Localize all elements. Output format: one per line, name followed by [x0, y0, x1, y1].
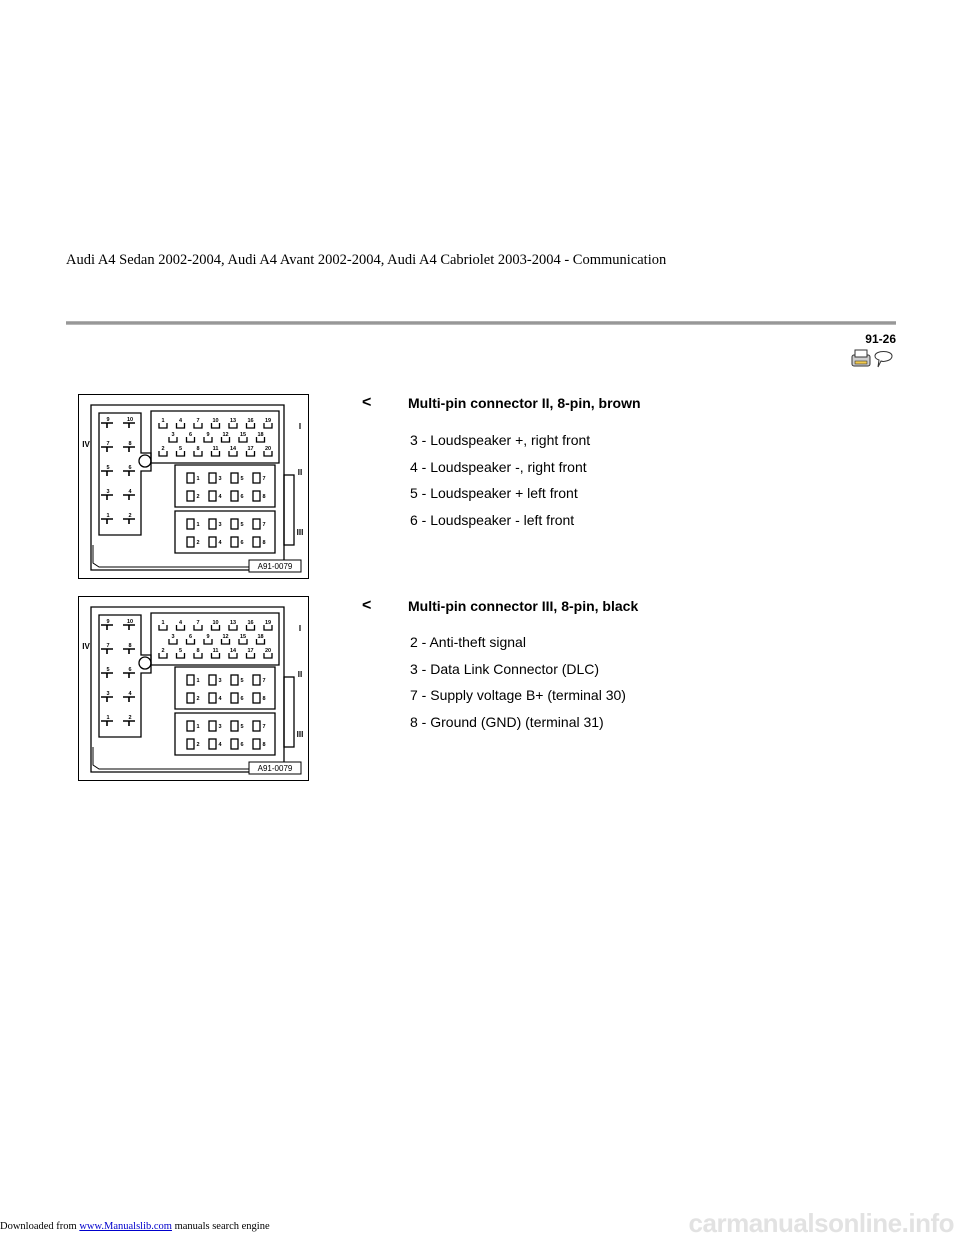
- pin-number: 3: [171, 432, 175, 438]
- pin-number: 3: [218, 476, 222, 482]
- pin-number: 4: [218, 540, 222, 546]
- pin-number: 14: [229, 446, 237, 452]
- pin-number: 1: [106, 513, 110, 519]
- pin-contact: [101, 447, 113, 452]
- list-item: 3 - Data Link Connector (DLC): [410, 660, 600, 677]
- pin-contact: [231, 473, 238, 483]
- pin-contact: [187, 721, 194, 731]
- pin-number: 6: [240, 742, 244, 748]
- pin-number: 11: [212, 446, 219, 452]
- pin-number: 7: [196, 418, 200, 424]
- mounting-hole: [139, 657, 151, 669]
- list-item: 7 - Supply voltage B+ (terminal 30): [410, 687, 626, 703]
- list-item: 5 - Loudspeaker + left front: [410, 485, 578, 501]
- pin-contact: [101, 625, 113, 630]
- pin-number: 1: [196, 724, 200, 730]
- pin-number: 13: [229, 418, 237, 424]
- pin-number: 2: [196, 696, 200, 702]
- pin-contact: [231, 693, 238, 703]
- block-label: IV: [82, 440, 90, 449]
- pin-contact: [123, 625, 135, 630]
- pin-number: 18: [257, 634, 264, 640]
- pin-contact: [187, 739, 194, 749]
- connector-drawing: [79, 597, 308, 780]
- block-label: IV: [82, 642, 90, 651]
- pin-number: 9: [206, 432, 210, 438]
- pin-number: 8: [128, 643, 132, 649]
- pin-contact: [101, 649, 113, 654]
- footer-source: [0, 1221, 270, 1232]
- pin-number: 15: [239, 432, 247, 438]
- section-heading-2: Multi-pin connector III, 8-pin, black: [408, 598, 639, 614]
- pin-number: 1: [106, 715, 110, 721]
- pin-number: 7: [262, 476, 266, 482]
- pin-number: 1: [196, 522, 200, 528]
- pin-number: 4: [128, 489, 132, 495]
- list-item: 2 - Anti-theft signal: [410, 634, 526, 650]
- pin-contact: [123, 423, 135, 428]
- list-item: 6 - Loudspeaker - left front: [410, 511, 575, 528]
- pin-number: 12: [222, 634, 229, 640]
- pin-number: 7: [262, 522, 266, 528]
- pin-contact: [101, 471, 113, 476]
- block-label: I: [298, 422, 302, 431]
- pin-number: 3: [106, 489, 110, 495]
- pin-number: 6: [128, 465, 132, 471]
- pin-number: 6: [240, 696, 244, 702]
- pin-contact: [101, 495, 113, 500]
- pin-contact: [253, 491, 260, 501]
- pin-list-2: [410, 633, 626, 739]
- pin-number: 6: [188, 634, 193, 640]
- pin-number: 2: [128, 513, 132, 519]
- pin-number: 8: [196, 446, 200, 452]
- pin-number: 11: [212, 648, 219, 654]
- list-item: 4 - Loudspeaker -, right front: [410, 458, 587, 475]
- pin-number: 3: [218, 724, 222, 730]
- pin-number: 1: [161, 620, 165, 626]
- pin-number: 1: [196, 678, 200, 684]
- pin-contact: [231, 491, 238, 501]
- pin-number: 16: [247, 418, 254, 424]
- pin-contact: [209, 675, 216, 685]
- pin-contact: [187, 491, 194, 501]
- reference-arrow-1[interactable]: <: [362, 394, 372, 411]
- mounting-hole: [139, 455, 151, 467]
- pin-number: 15: [239, 634, 247, 640]
- pin-contact: [253, 675, 260, 685]
- pin-contact: [123, 495, 135, 500]
- pin-number: 5: [106, 465, 110, 471]
- pin-number: 4: [218, 742, 222, 748]
- pin-contact: [209, 537, 216, 547]
- pin-number: 8: [262, 494, 266, 500]
- pin-number: 5: [178, 446, 183, 452]
- pin-contact: [101, 697, 113, 702]
- printer-icon[interactable]: [850, 347, 896, 369]
- pin-contact: [253, 537, 260, 547]
- pin-number: 5: [240, 522, 244, 528]
- reference-arrow-2[interactable]: <: [362, 597, 372, 614]
- pin-number: 1: [196, 476, 200, 482]
- figure-label: A91-0079: [257, 562, 293, 571]
- pin-number: 6: [240, 494, 244, 500]
- pin-number: 5: [106, 667, 110, 673]
- pin-contact: [209, 491, 216, 501]
- pin-number: 8: [262, 696, 266, 702]
- pin-number: 2: [196, 494, 200, 500]
- pin-number: 13: [229, 620, 237, 626]
- pin-number: 10: [212, 620, 219, 626]
- block-label: III: [296, 730, 304, 739]
- pin-contact: [209, 721, 216, 731]
- pin-number: 8: [196, 648, 200, 654]
- pin-contact: [101, 721, 113, 726]
- pin-number: 4: [178, 620, 183, 626]
- pin-contact: [231, 739, 238, 749]
- pin-contact: [101, 673, 113, 678]
- pin-contact: [101, 519, 113, 524]
- pin-contact: [209, 473, 216, 483]
- pin-number: 9: [206, 634, 210, 640]
- footer-suffix: manuals search engine: [171, 1221, 270, 1232]
- pin-contact: [123, 519, 135, 524]
- pin-list-1: [410, 431, 590, 537]
- pin-contact: [123, 721, 135, 726]
- pin-contact: [187, 693, 194, 703]
- pin-contact: [187, 675, 194, 685]
- pin-number: 10: [126, 619, 134, 625]
- pin-contact: [187, 537, 194, 547]
- pin-number: 7: [106, 441, 110, 447]
- pin-number: 4: [128, 691, 132, 697]
- pin-contact: [209, 693, 216, 703]
- block-label: I: [298, 624, 302, 633]
- pin-number: 10: [212, 418, 219, 424]
- pin-number: 16: [247, 620, 254, 626]
- pin-contact: [253, 739, 260, 749]
- pin-contact: [231, 721, 238, 731]
- pin-number: 2: [161, 648, 165, 654]
- pin-contact: [231, 675, 238, 685]
- pin-contact: [187, 473, 194, 483]
- pin-number: 19: [264, 418, 272, 424]
- page-number: 91-26: [865, 332, 896, 346]
- pin-contact: [101, 423, 113, 428]
- pin-contact: [123, 649, 135, 654]
- pin-number: 8: [128, 441, 132, 447]
- pin-number: 8: [262, 742, 266, 748]
- pin-number: 4: [218, 696, 222, 702]
- block-label: III: [296, 528, 304, 537]
- pin-number: 7: [262, 678, 266, 684]
- pin-contact: [209, 519, 216, 529]
- pin-number: 1: [161, 418, 165, 424]
- pin-number: 2: [196, 742, 200, 748]
- pin-contact: [123, 471, 135, 476]
- pin-contact: [187, 519, 194, 529]
- pin-number: 7: [196, 620, 200, 626]
- pin-number: 9: [106, 619, 110, 625]
- document-title: Audi A4 Sedan 2002-2004, Audi A4 Avant 2002-2004, Audi A4 Cabriolet 2003-2004 - Communication: [66, 252, 667, 268]
- pin-number: 4: [218, 494, 222, 500]
- pin-number: 5: [240, 678, 244, 684]
- pin-number: 8: [262, 540, 266, 546]
- latch: [284, 677, 294, 747]
- header-rule: [66, 321, 896, 325]
- pin-contact: [123, 673, 135, 678]
- pin-contact: [253, 721, 260, 731]
- pin-number: 6: [128, 667, 132, 673]
- pin-number: 10: [126, 417, 134, 423]
- pin-contact: [253, 519, 260, 529]
- figure-label: A91-0079: [257, 764, 293, 773]
- pin-contact: [123, 697, 135, 702]
- connector-diagram-2: [78, 596, 309, 781]
- pin-number: 2: [196, 540, 200, 546]
- connector-drawing: [79, 395, 308, 578]
- watermark: carmanualsonline.info: [688, 1208, 954, 1238]
- block-label: II: [297, 670, 303, 679]
- pin-number: 20: [264, 446, 272, 452]
- pin-number: 20: [264, 648, 272, 654]
- pin-number: 5: [240, 724, 244, 730]
- pin-contact: [253, 473, 260, 483]
- pin-contact: [253, 693, 260, 703]
- manualslib-link[interactable]: www.Manualslib.com: [79, 1221, 172, 1232]
- pin-contact: [209, 739, 216, 749]
- pin-number: 12: [222, 432, 229, 438]
- pin-contact: [231, 537, 238, 547]
- pin-number: 3: [218, 522, 222, 528]
- pin-number: 4: [178, 418, 183, 424]
- pin-number: 5: [178, 648, 183, 654]
- pin-contact: [231, 519, 238, 529]
- pin-number: 17: [247, 648, 254, 654]
- pin-number: 2: [128, 715, 132, 721]
- pin-number: 14: [229, 648, 237, 654]
- pin-number: 17: [247, 446, 254, 452]
- pin-number: 6: [240, 540, 244, 546]
- pin-number: 7: [262, 724, 266, 730]
- footer-prefix: Downloaded from: [0, 1221, 80, 1232]
- pin-number: 9: [106, 417, 110, 423]
- pin-number: 6: [188, 432, 193, 438]
- pin-number: 3: [106, 691, 110, 697]
- pin-number: 19: [264, 620, 272, 626]
- list-item: 3 - Loudspeaker +, right front: [410, 432, 591, 448]
- latch: [284, 475, 294, 545]
- pin-contact: [123, 447, 135, 452]
- pin-number: 18: [257, 432, 264, 438]
- pin-number: 2: [161, 446, 165, 452]
- list-item: 8 - Ground (GND) (terminal 31): [410, 713, 604, 730]
- connector-diagram-1: [78, 394, 309, 579]
- pin-number: 3: [218, 678, 222, 684]
- block-label: II: [297, 468, 303, 477]
- section-heading-1: Multi-pin connector II, 8-pin, brown: [408, 395, 641, 411]
- pin-number: 7: [106, 643, 110, 649]
- pin-number: 5: [240, 476, 244, 482]
- pin-number: 3: [171, 634, 175, 640]
